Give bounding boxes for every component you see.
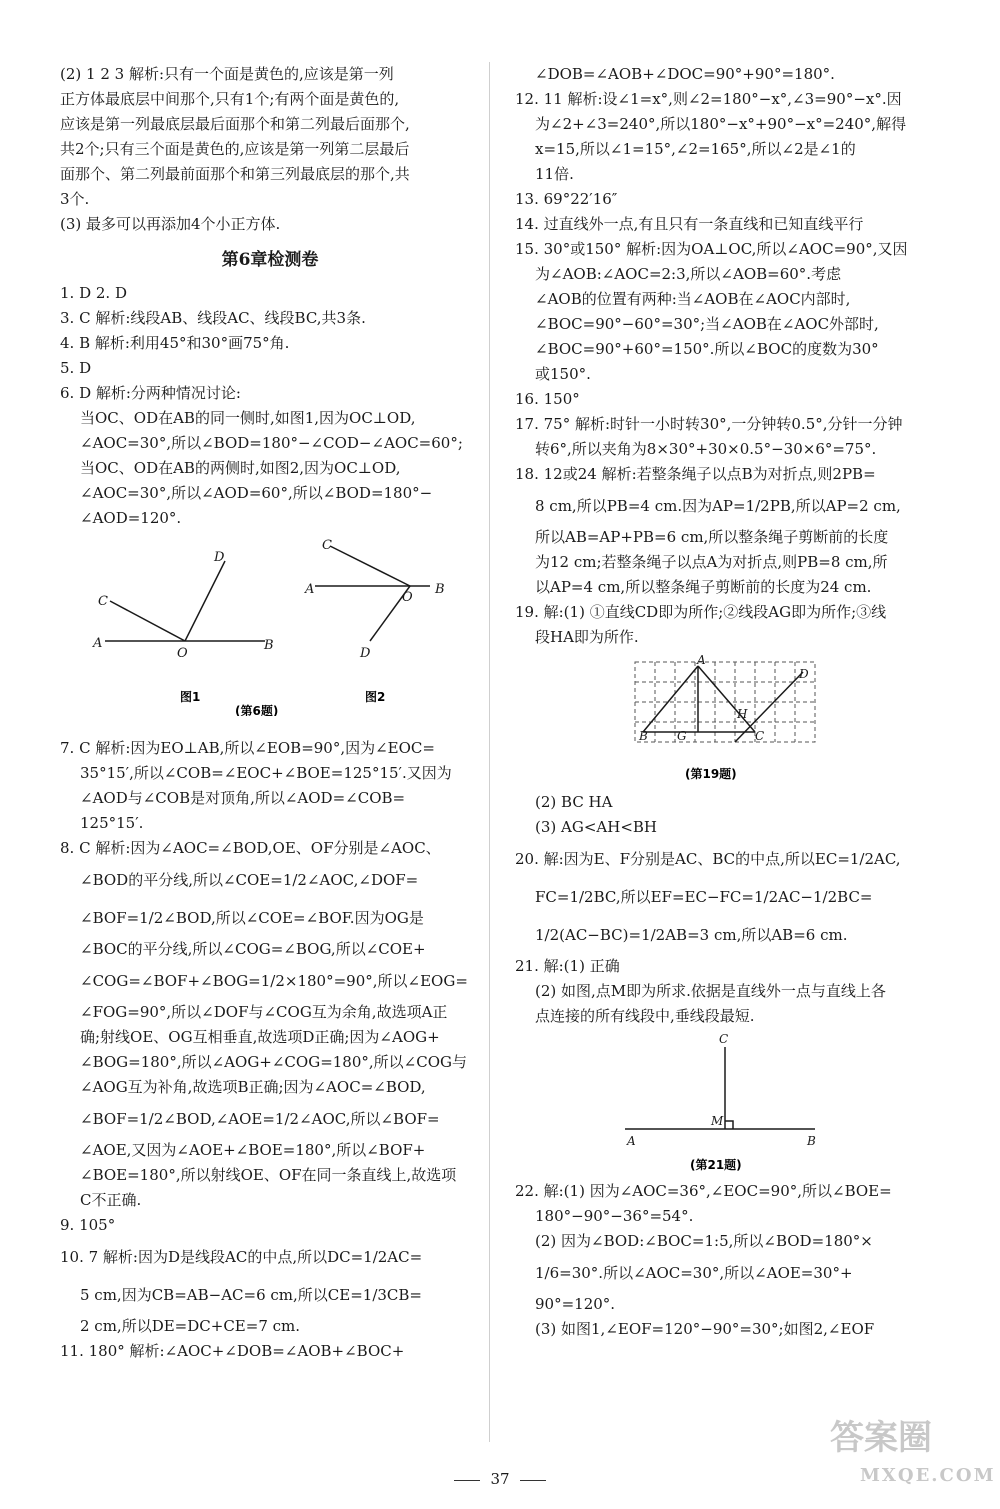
answers-1-6	[60, 281, 480, 531]
answers-7-11	[60, 736, 480, 1364]
intro-block	[60, 62, 480, 237]
answer-line: 21. 解:(1) 正确	[515, 957, 620, 975]
answer-line: 15. 30°或150° 解析:因为OA⊥OC,所以∠AOC=90°,又因	[515, 240, 908, 258]
answer-line: ∠BOG=180°,所以∠AOG+∠COG=180°,所以∠COG与	[80, 1053, 467, 1071]
figure-caption: (第6题)	[235, 704, 279, 716]
answer-line: ∠AOC=30°,所以∠AOD=60°,所以∠BOD=180°−	[80, 484, 433, 502]
figure-question-6	[60, 531, 480, 736]
watermark-url: MXQE.COM	[860, 1465, 996, 1486]
left-column	[60, 62, 480, 1364]
text-line: 正方体最底层中间那个,只有1个;有两个面是黄色的,	[60, 90, 400, 108]
answer-line: 1/6=30°.所以∠AOC=30°,所以∠AOE=30°+	[535, 1264, 853, 1282]
answer-line: ∠FOG=90°,所以∠DOF与∠COG互为余角,故选项A正	[80, 1003, 448, 1021]
answer-line: ∠BOC的平分线,所以∠COG=∠BOG,所以∠COE+	[80, 940, 426, 958]
point-label: A	[627, 1134, 636, 1148]
answer-line: 1/2(AC−BC)=1/2AB=3 cm,所以AB=6 cm.	[535, 926, 848, 944]
answer-line: 1. D 2. D	[60, 284, 127, 302]
answer-line: 为∠2+∠3=240°,所以180°−x°+90°−x°=240°,解得	[535, 115, 907, 133]
answer-line: 9. 105°	[60, 1216, 116, 1234]
answer-line: FC=1/2BC,所以EF=EC−FC=1/2AC−1/2BC=	[535, 888, 873, 906]
point-label: C	[322, 538, 332, 553]
answer-line: 20. 解:因为E、F分别是AC、BC的中点,所以EC=1/2AC,	[515, 850, 901, 868]
point-label: B	[639, 729, 648, 743]
perpendicular-diagram	[515, 1029, 930, 1179]
answer-line: ∠BOE=180°,所以射线OE、OF在同一条直线上,故选项	[80, 1166, 457, 1184]
figure-question-19	[515, 650, 930, 790]
answer-line: 18. 12或24 解析:若整条绳子以点B为对折点,则2PB=	[515, 465, 876, 483]
point-label: G	[677, 729, 687, 743]
answer-line: ∠AOE,又因为∠AOE+∠BOE=180°,所以∠BOF+	[80, 1141, 426, 1159]
grid-diagram	[515, 650, 930, 790]
answer-line: ∠AOC=30°,所以∠BOD=180°−∠COD−∠AOC=60°;	[80, 434, 463, 452]
figure-caption: (第19题)	[685, 767, 737, 781]
answer-line: 180°−90°−36°=54°.	[535, 1207, 694, 1225]
dash-decoration	[520, 1480, 546, 1481]
answer-line: (2) BC HA	[535, 793, 613, 811]
point-label: B	[807, 1134, 816, 1148]
point-label: C	[755, 729, 765, 743]
figure-label: 图2	[365, 690, 386, 704]
answer-line: 当OC、OD在AB的同一侧时,如图1,因为OC⊥OD,	[80, 409, 416, 427]
answer-line: 14. 过直线外一点,有且只有一条直线和已知直线平行	[515, 215, 864, 233]
answer-line: ∠AOD与∠COB是对顶角,所以∠AOD=∠COB=	[80, 789, 406, 807]
point-label: D	[799, 667, 809, 681]
answer-line: 13. 69°22′16″	[515, 190, 618, 208]
answer-line: x=15,所以∠1=15°,∠2=165°,所以∠2是∠1的	[535, 140, 856, 158]
answer-line: 5 cm,因为CB=AB−AC=6 cm,所以CE=1/3CB=	[80, 1286, 422, 1304]
answer-line: 5. D	[60, 359, 92, 377]
answer-line: 4. B 解析:利用45°和30°画75°角.	[60, 334, 290, 352]
figure-caption: (第21题)	[690, 1158, 742, 1172]
answer-line: 7. C 解析:因为EO⊥AB,所以∠EOB=90°,因为∠EOC=	[60, 739, 435, 757]
answer-line: 以AP=4 cm,所以整条绳子剪断前的长度为24 cm.	[535, 578, 872, 596]
answer-line: ∠AOG互为补角,故选项B正确;因为∠AOC=∠BOD,	[80, 1078, 426, 1096]
answer-line: 11. 180° 解析:∠AOC+∠DOB=∠AOB+∠BOC+	[60, 1342, 405, 1360]
point-label: M	[711, 1114, 724, 1128]
point-label: O	[402, 590, 413, 605]
dash-decoration	[454, 1480, 480, 1481]
figure-label: 图1	[180, 690, 201, 704]
text-line: 3个.	[60, 190, 90, 208]
page-number-text: 37	[490, 1470, 510, 1488]
point-label: D	[214, 550, 225, 565]
answer-line: 17. 75° 解析:时针一小时转30°,一分钟转0.5°,分针一分钟	[515, 415, 903, 433]
point-label: A	[93, 636, 103, 651]
answer-line: ∠BOF=1/2∠BOD,∠AOE=1/2∠AOC,所以∠BOF=	[80, 1110, 440, 1128]
answer-line: ∠AOB的位置有两种:当∠AOB在∠AOC内部时,	[535, 290, 851, 308]
answer-line: ∠BOF=1/2∠BOD,所以∠COE=∠BOF.因为OG是	[80, 909, 424, 927]
answer-line: 3. C 解析:线段AB、线段AC、线段BC,共3条.	[60, 309, 366, 327]
answer-line: ∠AOD=120°.	[80, 509, 182, 527]
answer-line: ∠BOC=90°−60°=30°;当∠AOB在∠AOC外部时,	[535, 315, 879, 333]
text-line: (2) 1 2 3 解析:只有一个面是黄色的,应该是第一列	[60, 65, 394, 83]
answer-line: 90°=120°.	[535, 1295, 616, 1313]
answers-11-19	[515, 62, 930, 650]
answer-line: 2 cm,所以DE=DC+CE=7 cm.	[80, 1317, 301, 1335]
answer-line: ∠COG=∠BOF+∠BOG=1/2×180°=90°,所以∠EOG=	[80, 972, 468, 990]
answer-line: 或150°.	[535, 365, 591, 383]
point-label: C	[719, 1032, 729, 1046]
point-label: A	[697, 653, 706, 667]
point-label: H	[737, 707, 748, 721]
answer-line: 6. D 解析:分两种情况讨论:	[60, 384, 241, 402]
point-label: A	[305, 582, 315, 597]
point-label: D	[360, 646, 371, 661]
answer-line: (2) 因为∠BOD:∠BOC=1:5,所以∠BOD=180°×	[535, 1232, 873, 1250]
answer-line: 16. 150°	[515, 390, 580, 408]
angle-diagrams	[60, 531, 480, 716]
section-title: 第6章检测卷	[221, 250, 319, 270]
answer-line: 转6°,所以夹角为8×30°+30×0.5°−30×6°=75°.	[535, 440, 877, 458]
answers-19-21	[515, 790, 930, 1029]
right-column	[515, 62, 930, 1342]
text-line: 应该是第一列最底层最后面那个和第二列最后面那个,	[60, 115, 410, 133]
watermark-logo: 答案圈	[830, 1418, 932, 1458]
answer-line: ∠DOB=∠AOB+∠DOC=90°+90°=180°.	[535, 65, 835, 83]
figure-question-21	[515, 1029, 930, 1179]
column-divider	[489, 62, 490, 1442]
answers-22	[515, 1179, 930, 1342]
answer-line: (2) 如图,点M即为所求.依据是直线外一点与直线上各	[535, 982, 886, 1000]
point-label: O	[177, 646, 188, 661]
answer-line: ∠BOD的平分线,所以∠COE=1/2∠AOC,∠DOF=	[80, 871, 419, 889]
answer-line: 22. 解:(1) 因为∠AOC=36°,∠EOC=90°,所以∠BOE=	[515, 1182, 892, 1200]
text-line: 面那个、第二列最前面那个和第三列最底层的那个,共	[60, 165, 410, 183]
answer-line: 10. 7 解析:因为D是线段AC的中点,所以DC=1/2AC=	[60, 1248, 423, 1266]
answer-line: 12. 11 解析:设∠1=x°,则∠2=180°−x°,∠3=90°−x°.因	[515, 90, 902, 108]
answer-line: (3) 如图1,∠EOF=120°−90°=30°;如图2,∠EOF	[535, 1320, 875, 1338]
answer-line: ∠BOC=90°+60°=150°.所以∠BOC的度数为30°	[535, 340, 879, 358]
text-line: (3) 最多可以再添加4个小正方体.	[60, 215, 281, 233]
answer-line: 8 cm,所以PB=4 cm.因为AP=1/2PB,所以AP=2 cm,	[535, 497, 901, 515]
page-number	[0, 1470, 1000, 1488]
point-label: B	[435, 582, 445, 597]
answer-line: 35°15′,所以∠COB=∠EOC+∠BOE=125°15′.又因为	[80, 764, 452, 782]
answer-line: 点连接的所有线段中,垂线段最短.	[535, 1007, 755, 1025]
answer-line: 19. 解:(1) ①直线CD即为所作;②线段AG即为所作;③线	[515, 603, 887, 621]
point-label: C	[98, 594, 108, 609]
answer-line: C不正确.	[80, 1191, 142, 1209]
answer-line: 125°15′.	[80, 814, 144, 832]
answer-line: 11倍.	[535, 165, 574, 183]
answer-line: 为∠AOB:∠AOC=2:3,所以∠AOB=60°.考虑	[535, 265, 842, 283]
text-line: 共2个;只有三个面是黄色的,应该是第一列第二层最后	[60, 140, 410, 158]
answer-line: 为12 cm;若整条绳子以点A为对折点,则PB=8 cm,所	[535, 553, 888, 571]
answer-line: (3) AG<AH<BH	[535, 818, 657, 836]
point-label: B	[264, 638, 274, 653]
answer-line: 段HA即为所作.	[535, 628, 639, 646]
answer-line: 当OC、OD在AB的两侧时,如图2,因为OC⊥OD,	[80, 459, 401, 477]
answer-line: 所以AB=AP+PB=6 cm,所以整条绳子剪断前的长度	[535, 528, 889, 546]
answer-line: 8. C 解析:因为∠AOC=∠BOD,OE、OF分别是∠AOC、	[60, 839, 441, 857]
answer-line: 确;射线OE、OG互相垂直,故选项D正确;因为∠AOG+	[80, 1028, 440, 1046]
